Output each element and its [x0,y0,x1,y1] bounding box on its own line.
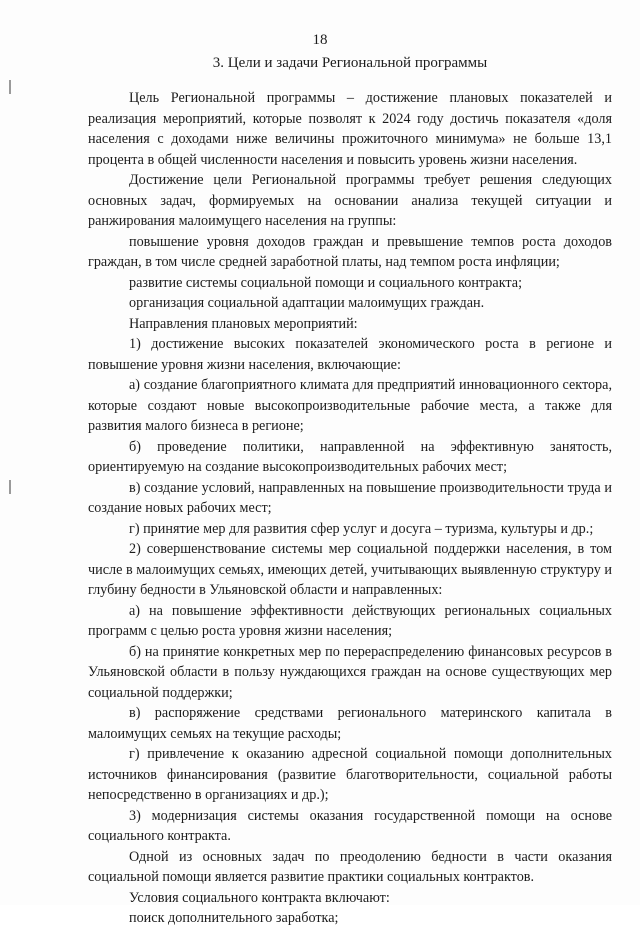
paragraph: б) на принятие конкретных мер по перераспределению финансовых ресурсов в Ульяновской области в пользу нуждающихся граждан на основе существующих мер социальной поддержки; [88,643,612,701]
paragraph: б) проведение политики, направленной на эффективную занятость, ориентируемую на создание высокопроизводительных рабочих мест; [88,438,612,475]
paragraph: в) распоряжение средствами регионального материнского капитала в малоимущих семьях на текущие расходы; [88,705,612,742]
paragraph: 2) совершенствование системы мер социальной поддержки населения, в том числе в малоимущих семьях, имеющих детей, учитывающих выявленную структуру и глубину бедности в Ульяновской области и направленных: [88,541,612,598]
paragraph: а) на повышение эффективности действующих региональных социальных программ с целью роста уровня жизни населения; [88,602,612,639]
paragraph: а) создание благоприятного климата для предприятий инновационного сектора, которые создают новые высокопроизводительные рабочие места, а также для развития малого бизнеса в регионе; [88,377,612,434]
paragraph: 1) достижение высоких показателей экономического роста в регионе и повышение уровня жизни населения, включающие: [88,336,612,373]
body-text [88,88,612,929]
paragraph: г) привлечение к оказанию адресной социальной помощи дополнительных источников финансирования (развитие благотворительности, социальной работы непосредственно в организациях и др.); [88,746,612,803]
paragraph: Достижение цели Региональной программы требует решения следующих основных задач, формируемых на основании анализа текущей ситуации и ранжирования малоимущего населения на группы: [88,172,612,229]
scan-margin-mark [9,480,11,494]
paragraph: Условия социального контракта включают: [129,889,390,906]
section-title: 3. Цели и задачи Региональной программы [212,55,488,71]
paragraph: в) создание условий, направленных на повышение производительности труда и создание новых рабочих мест; [88,479,612,516]
scan-margin-mark [9,80,11,94]
paragraph: Цель Региональной программы – достижение плановых показателей и реализация мероприятий, которые позволят к 2024 году достичь показателя «доля населения с доходами ниже величины прожиточного минимума» не больше 13,1 процента в общей численности населения и повысить уровень жизни населения. [88,90,612,168]
page-number: 18 [312,32,328,48]
paragraph: повышение уровня доходов граждан и превышение темпов роста доходов граждан, в том числе средней заработной платы, над темпом роста инфляции; [88,233,612,270]
paragraph: организация социальной адаптации малоимущих граждан. [129,295,485,311]
paragraph: развитие системы социальной помощи и социального контракта; [129,274,523,291]
paragraph: поиск дополнительного заработка; [129,910,339,926]
paragraph: г) принятие мер для развития сфер услуг и досуга – туризма, культуры и др.; [129,520,594,537]
paragraph: 3) модернизация системы оказания государственной помощи на основе социального контракта. [88,807,612,844]
paragraph: Направления плановых мероприятий: [129,315,358,332]
paragraph: Одной из основных задач по преодолению бедности в части оказания социальной помощи является развитие практики социальных контрактов. [88,848,612,885]
